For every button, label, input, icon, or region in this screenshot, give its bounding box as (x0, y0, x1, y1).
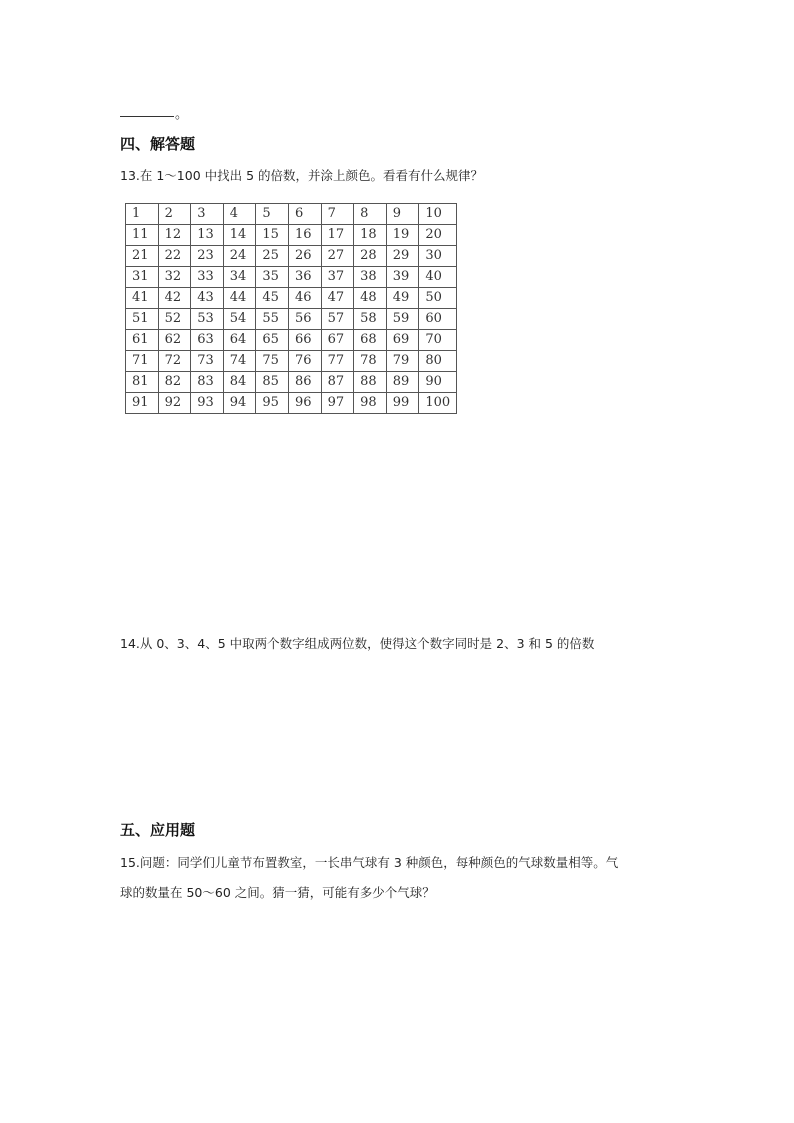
grid-cell: 93 (191, 393, 224, 414)
blank-period: 。 (175, 107, 189, 122)
grid-cell: 100 (419, 393, 457, 414)
grid-cell: 94 (223, 393, 256, 414)
grid-cell: 56 (288, 309, 321, 330)
grid-cell: 65 (256, 330, 289, 351)
grid-cell: 13 (191, 225, 224, 246)
grid-row (126, 309, 457, 330)
grid-cell: 35 (256, 267, 289, 288)
grid-row (126, 330, 457, 351)
grid-row (126, 351, 457, 372)
grid-cell: 89 (386, 372, 419, 393)
grid-cell: 3 (191, 204, 224, 225)
grid-cell: 29 (386, 246, 419, 267)
grid-cell: 47 (321, 288, 354, 309)
grid-cell: 70 (419, 330, 457, 351)
grid-cell: 25 (256, 246, 289, 267)
grid-cell: 32 (158, 267, 191, 288)
grid-cell: 95 (256, 393, 289, 414)
grid-cell: 72 (158, 351, 191, 372)
grid-row (126, 267, 457, 288)
grid-cell: 5 (256, 204, 289, 225)
grid-cell: 97 (321, 393, 354, 414)
grid-cell: 42 (158, 288, 191, 309)
grid-cell: 4 (223, 204, 256, 225)
grid-cell: 43 (191, 288, 224, 309)
grid-cell: 9 (386, 204, 419, 225)
grid-cell: 55 (256, 309, 289, 330)
section5-heading: 五、应用题 (120, 821, 196, 839)
grid-cell: 66 (288, 330, 321, 351)
grid-cell: 39 (386, 267, 419, 288)
grid-cell: 33 (191, 267, 224, 288)
grid-cell: 58 (354, 309, 387, 330)
grid-cell: 61 (126, 330, 159, 351)
grid-cell: 63 (191, 330, 224, 351)
grid-cell: 17 (321, 225, 354, 246)
grid-cell: 52 (158, 309, 191, 330)
grid-cell: 16 (288, 225, 321, 246)
grid-cell: 85 (256, 372, 289, 393)
grid-cell: 34 (223, 267, 256, 288)
grid-cell: 68 (354, 330, 387, 351)
grid-cell: 88 (354, 372, 387, 393)
grid-row (126, 288, 457, 309)
grid-cell: 69 (386, 330, 419, 351)
grid-cell: 78 (354, 351, 387, 372)
grid-cell: 57 (321, 309, 354, 330)
grid-cell: 27 (321, 246, 354, 267)
question-15-line1: 15.问题：同学们儿童节布置教室，一长串气球有 3 种颜色，每种颜色的气球数量相等。气 (120, 855, 619, 870)
grid-cell: 99 (386, 393, 419, 414)
grid-cell: 44 (223, 288, 256, 309)
grid-cell: 10 (419, 204, 457, 225)
grid-cell: 18 (354, 225, 387, 246)
grid-cell: 21 (126, 246, 159, 267)
grid-cell: 45 (256, 288, 289, 309)
grid-cell: 79 (386, 351, 419, 372)
grid-cell: 84 (223, 372, 256, 393)
grid-cell: 8 (354, 204, 387, 225)
grid-cell: 38 (354, 267, 387, 288)
grid-cell: 50 (419, 288, 457, 309)
grid-cell: 30 (419, 246, 457, 267)
grid-cell: 23 (191, 246, 224, 267)
grid-cell: 59 (386, 309, 419, 330)
answer-blank-line (120, 116, 174, 117)
grid-cell: 96 (288, 393, 321, 414)
grid-cell: 41 (126, 288, 159, 309)
grid-cell: 54 (223, 309, 256, 330)
grid-cell: 90 (419, 372, 457, 393)
question-14: 14.从 0、3、4、5 中取两个数字组成两位数，使得这个数字同时是 2、3 和 5 的倍数 (120, 636, 595, 651)
grid-row (126, 246, 457, 267)
grid-cell: 40 (419, 267, 457, 288)
grid-cell: 71 (126, 351, 159, 372)
grid-cell: 83 (191, 372, 224, 393)
grid-cell: 19 (386, 225, 419, 246)
grid-cell: 64 (223, 330, 256, 351)
grid-cell: 51 (126, 309, 159, 330)
grid-cell: 11 (126, 225, 159, 246)
grid-row (126, 204, 457, 225)
grid-cell: 53 (191, 309, 224, 330)
grid-cell: 2 (158, 204, 191, 225)
grid-cell: 26 (288, 246, 321, 267)
grid-cell: 77 (321, 351, 354, 372)
grid-cell: 91 (126, 393, 159, 414)
grid-cell: 37 (321, 267, 354, 288)
grid-cell: 86 (288, 372, 321, 393)
grid-cell: 74 (223, 351, 256, 372)
grid-cell: 15 (256, 225, 289, 246)
grid-cell: 31 (126, 267, 159, 288)
grid-cell: 28 (354, 246, 387, 267)
grid-cell: 46 (288, 288, 321, 309)
question-15-line2: 球的数量在 50～60 之间。猜一猜，可能有多少个气球？ (120, 885, 435, 900)
grid-cell: 14 (223, 225, 256, 246)
grid-cell: 22 (158, 246, 191, 267)
grid-cell: 7 (321, 204, 354, 225)
grid-cell: 76 (288, 351, 321, 372)
grid-cell: 1 (126, 204, 159, 225)
grid-cell: 92 (158, 393, 191, 414)
grid-cell: 20 (419, 225, 457, 246)
grid-cell: 80 (419, 351, 457, 372)
grid-cell: 60 (419, 309, 457, 330)
grid-cell: 73 (191, 351, 224, 372)
grid-cell: 6 (288, 204, 321, 225)
grid-cell: 12 (158, 225, 191, 246)
grid-cell: 48 (354, 288, 387, 309)
grid-row (126, 225, 457, 246)
grid-cell: 98 (354, 393, 387, 414)
grid-cell: 81 (126, 372, 159, 393)
number-grid-table (125, 203, 457, 414)
grid-cell: 75 (256, 351, 289, 372)
grid-cell: 67 (321, 330, 354, 351)
number-grid-1-100 (125, 203, 457, 414)
grid-cell: 87 (321, 372, 354, 393)
grid-cell: 62 (158, 330, 191, 351)
grid-cell: 82 (158, 372, 191, 393)
grid-row (126, 393, 457, 414)
section4-heading: 四、解答题 (120, 135, 196, 153)
grid-row (126, 372, 457, 393)
grid-cell: 24 (223, 246, 256, 267)
grid-cell: 49 (386, 288, 419, 309)
grid-cell: 36 (288, 267, 321, 288)
question-13: 13.在 1～100 中找出 5 的倍数，并涂上颜色。看看有什么规律？ (120, 168, 484, 183)
